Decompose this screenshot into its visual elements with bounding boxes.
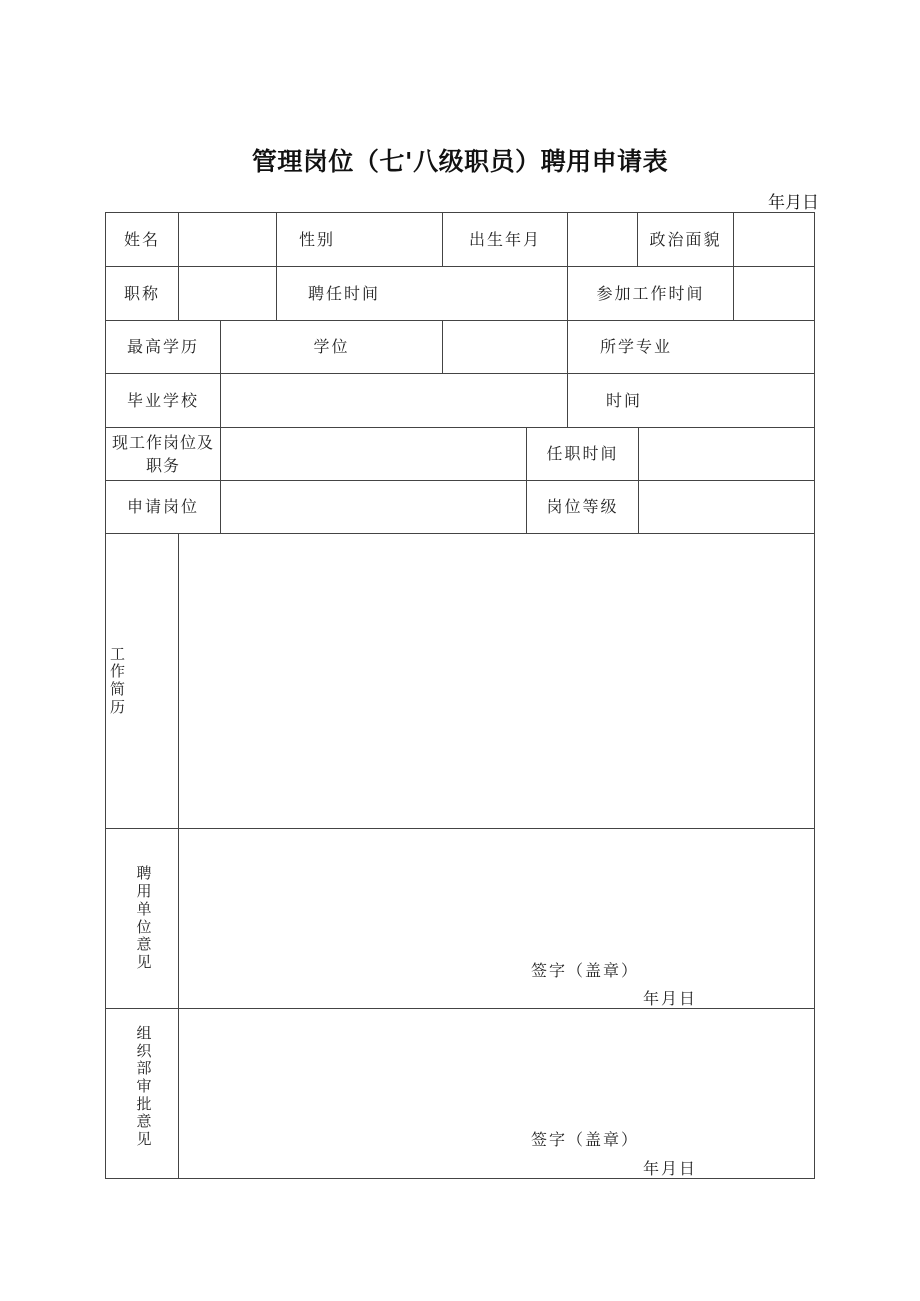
school-field[interactable]	[220, 373, 568, 428]
post-level-label: 岗位等级	[526, 480, 639, 534]
post-level-field[interactable]	[638, 480, 815, 534]
unit-date-label: 年月日	[643, 989, 698, 1008]
unit-signature-label: 签字（盖章）	[531, 961, 640, 980]
political-label: 政治面貌	[637, 212, 734, 267]
org-signature-label: 签字（盖章）	[531, 1130, 640, 1149]
resume-label-cell	[105, 533, 179, 829]
school-label: 毕业学校	[105, 373, 221, 428]
major-label: 所学专业	[567, 320, 815, 374]
name-label: 姓名	[105, 212, 179, 267]
org-date-label: 年月日	[643, 1159, 698, 1178]
apply-post-label: 申请岗位	[105, 480, 221, 534]
degree-label: 学位	[220, 320, 443, 374]
title-field[interactable]	[178, 266, 277, 321]
form-title: 管理岗位（七'八级职员）聘用申请表	[251, 147, 669, 176]
resume-label: 工作简历	[110, 644, 126, 716]
unit-opinion-label: 聘用单位意见	[136, 864, 152, 971]
unit-opinion-field[interactable]	[178, 828, 815, 1009]
unit-opinion-label-cell	[105, 828, 179, 1009]
current-post-field[interactable]	[220, 427, 527, 481]
birth-label: 出生年月	[442, 212, 568, 267]
gender-label: 性别	[276, 212, 443, 267]
title-label: 职称	[105, 266, 179, 321]
application-table	[105, 212, 815, 1179]
appoint-time-label: 聘任时间	[276, 266, 568, 321]
birth-field[interactable]	[567, 212, 638, 267]
name-field[interactable]	[178, 212, 277, 267]
political-field[interactable]	[733, 212, 815, 267]
tenure-label: 任职时间	[526, 427, 639, 481]
time-label: 时间	[567, 373, 815, 428]
degree-field[interactable]	[442, 320, 568, 374]
education-label: 最高学历	[105, 320, 221, 374]
resume-field[interactable]	[178, 533, 815, 829]
form-date: 年月日	[768, 193, 819, 213]
org-opinion-label: 组织部审批意见	[136, 1024, 152, 1149]
work-start-label: 参加工作时间	[567, 266, 734, 321]
org-opinion-field[interactable]	[178, 1008, 815, 1179]
apply-post-field[interactable]	[220, 480, 527, 534]
tenure-field[interactable]	[638, 427, 815, 481]
org-opinion-label-cell	[105, 1008, 179, 1179]
current-post-label: 现工作岗位及职务	[105, 427, 221, 481]
work-start-field[interactable]	[733, 266, 815, 321]
